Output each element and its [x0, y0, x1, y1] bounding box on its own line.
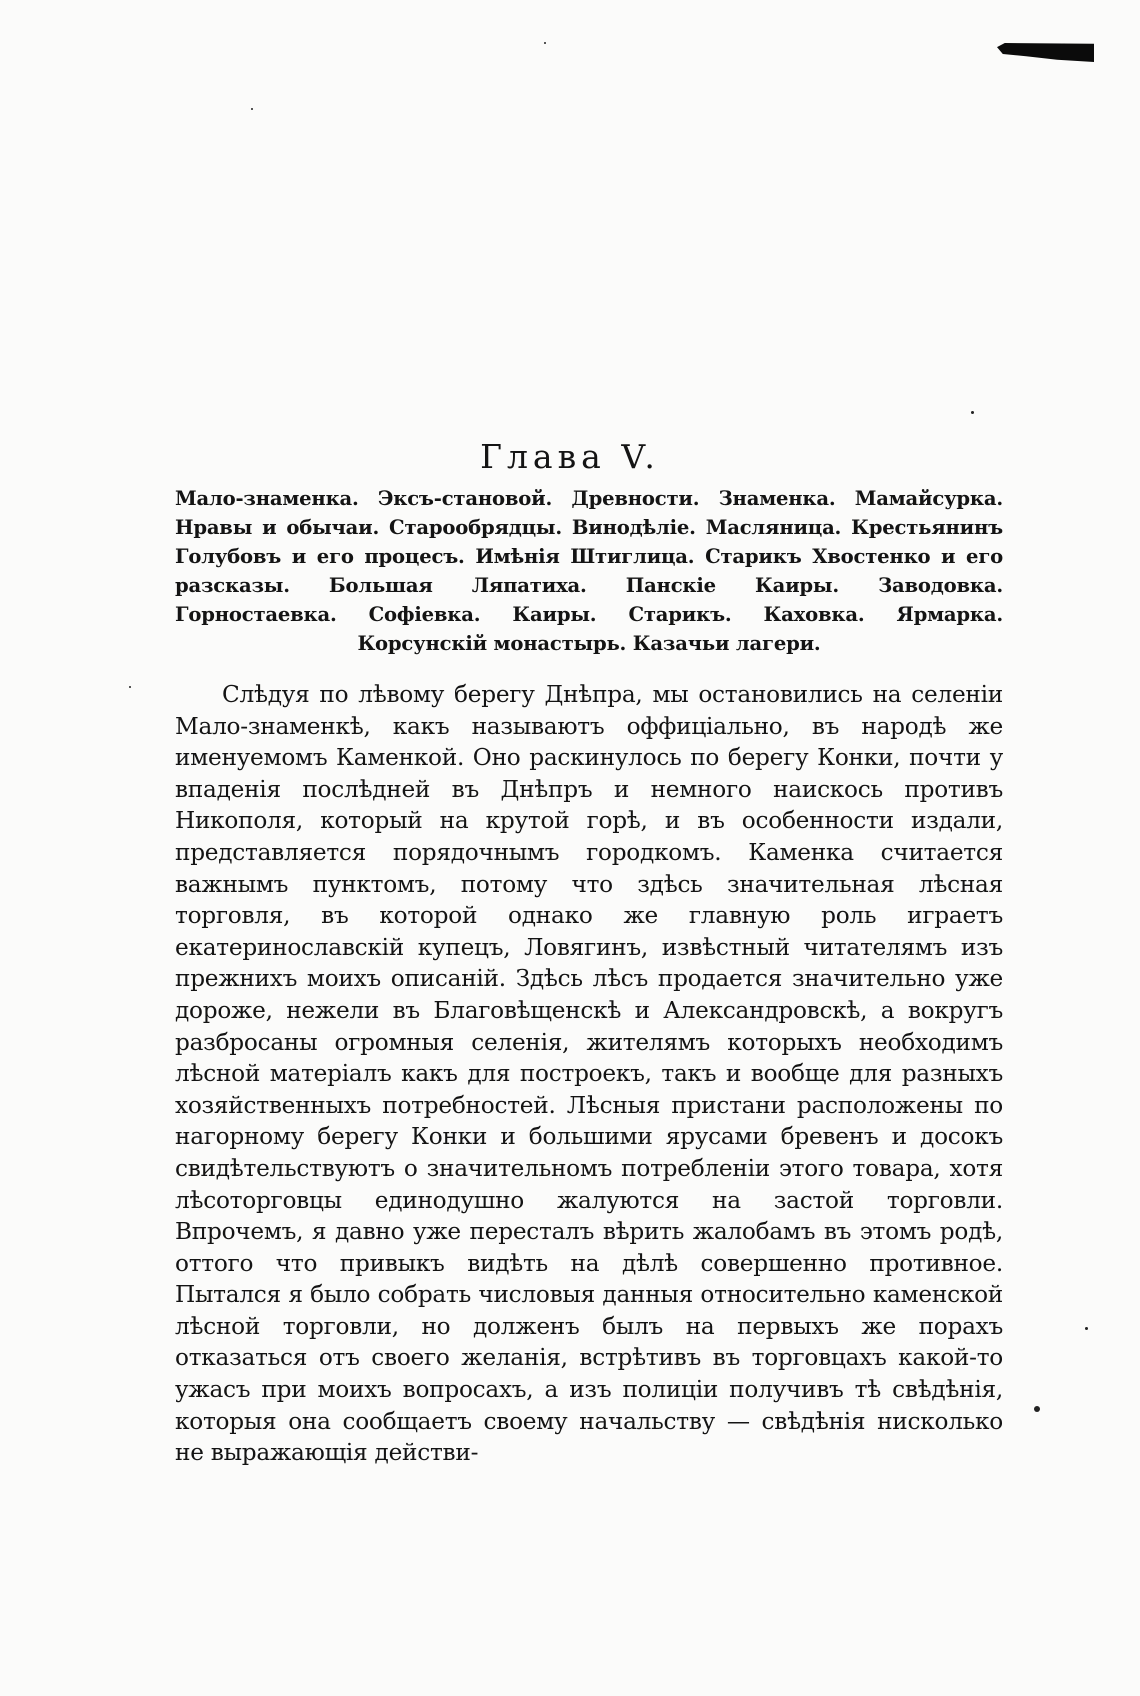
dust-speck — [1085, 1327, 1088, 1330]
chapter-title: Глава V. — [480, 437, 660, 477]
chapter-summary: Мало-знаменка. Эксъ-становой. Древности. Знаменка. Мамайсурка. Нравы и обычаи. Старообрядцы. Винодѣліе. Масляница. Крестьянинъ Голубовъ и его процесъ. Имѣнія Штиглица. Старикъ Хвостенко и его разсказы. Большая Ляпатиха. Панскіе Каиры. Заводовка. Горностаевка. Софіевка. Каиры. Старикъ. Каховка. Ярмарка. Корсунскій монастырь. Казачьи лагери. — [175, 487, 1003, 655]
dust-speck — [971, 411, 974, 414]
scan-artifact-mark — [997, 43, 1094, 62]
dust-speck — [129, 686, 131, 688]
body-paragraph: Слѣдуя по лѣвому берегу Днѣпра, мы остановились на селеніи Мало-знаменкѣ, какъ называютъ оффиціально, въ народѣ же именуемомъ Каменкой. Оно раскинулось по берегу Конки, почти у впаденія послѣдней въ Днѣпръ и немного наискось противъ Никополя, который на крутой горѣ, и въ особенности издали, представляется порядочнымъ городкомъ. Каменка считается важнымъ пунктомъ, потому что здѣсь значительная лѣсная торговля, въ которой однако же главную роль играетъ екатеринославскій купецъ, Ловягинъ, извѣстный читателямъ изъ прежнихъ моихъ описаній. Здѣсь лѣсъ продается значительно уже дороже, нежели въ Благовѣщенскѣ и Александровскѣ, а вокругъ разбросаны огромныя селенія, жителямъ которыхъ необходимъ лѣсной матеріалъ какъ для построекъ, такъ и вообще для разныхъ хозяйственныхъ потребностей. Лѣсныя пристани расположены по нагорному берегу Конки и большими ярусами бревенъ и досокъ свидѣтельствуютъ о значительномъ потребленіи этого товара, хотя лѣсоторговцы единодушно жалуются на застой торговли. Впрочемъ, я давно уже пересталъ вѣрить жалобамъ въ этомъ родѣ, оттого что привыкъ видѣть на дѣлѣ совершенно противное. Пытался я было собрать числовыя данныя относительно каменской лѣсной торговли, но долженъ былъ на первыхъ же порахъ отказаться отъ своего желанія, встрѣтивъ въ торговцахъ какой-то ужасъ при моихъ вопросахъ, а изъ полиціи получивъ тѣ свѣдѣнія, которыя она сообщаетъ своему начальству — свѣдѣнія нисколько не выражающія действи- — [175, 681, 1003, 1467]
dust-speck — [251, 108, 253, 110]
dust-speck — [1034, 1406, 1040, 1412]
dust-speck — [544, 42, 546, 44]
